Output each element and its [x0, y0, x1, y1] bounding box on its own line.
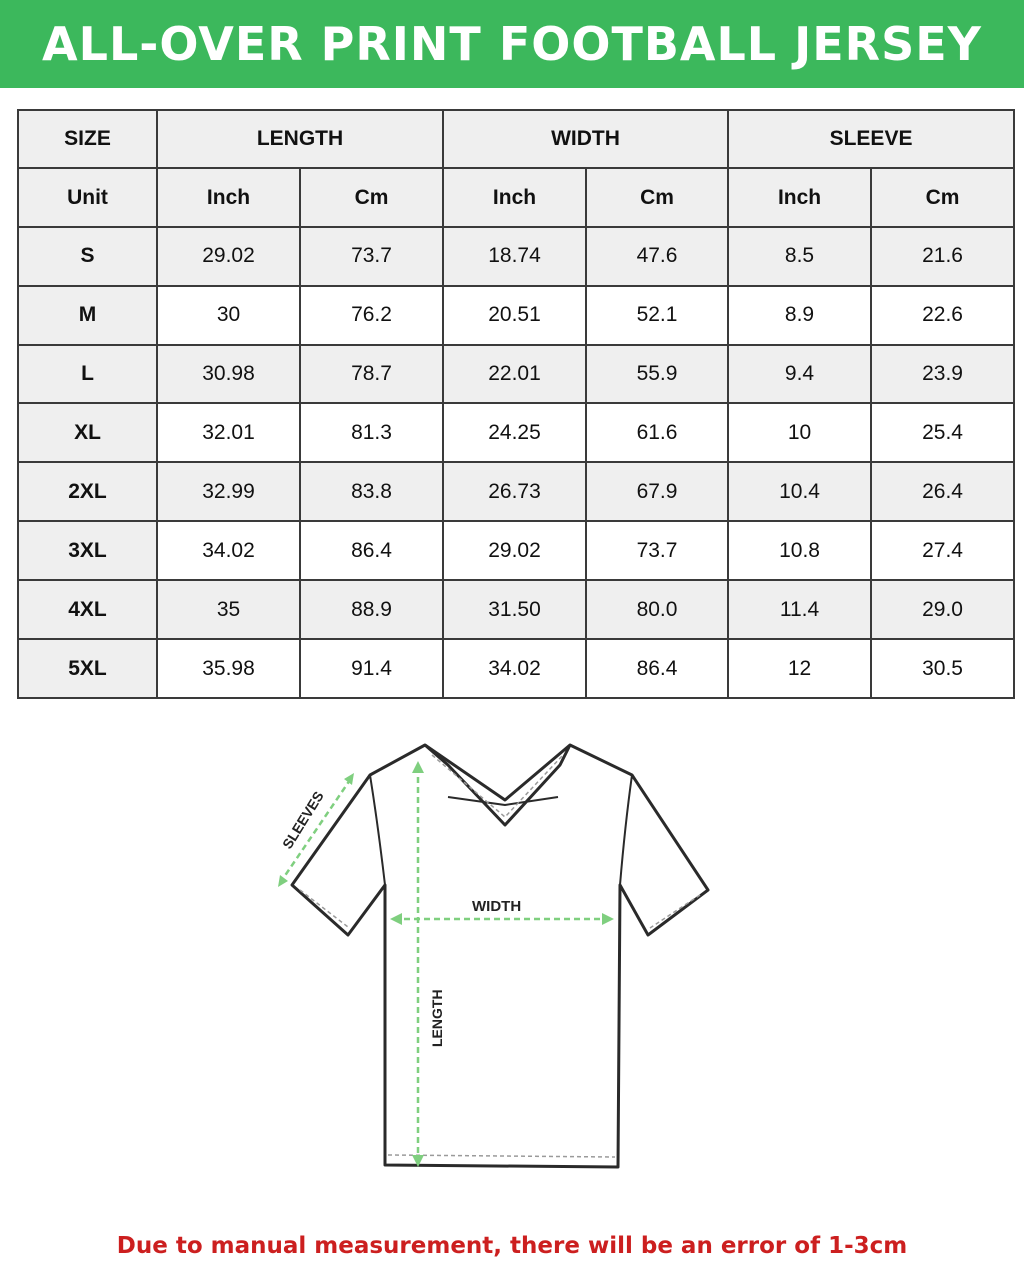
- sleeve-in-cell: 12: [728, 639, 871, 698]
- table-row: [18, 521, 1014, 580]
- size-cell: 5XL: [18, 639, 157, 698]
- table-row: [18, 403, 1014, 462]
- sleeve-cm-cell: 26.4: [871, 462, 1014, 521]
- length-cm-cell: 86.4: [300, 521, 443, 580]
- title-banner: [0, 0, 1024, 88]
- sleeve-cm-cell: 25.4: [871, 403, 1014, 462]
- unit-row: [18, 168, 1014, 226]
- length-in-cell: 35: [157, 580, 300, 639]
- table-row: [18, 345, 1014, 404]
- sleeve-cm-header: Cm: [871, 168, 1014, 226]
- length-in-cell: 30: [157, 286, 300, 345]
- table-row: [18, 639, 1014, 698]
- sleeve-cm-cell: 29.0: [871, 580, 1014, 639]
- length-cm-cell: 88.9: [300, 580, 443, 639]
- table-row: [18, 227, 1014, 286]
- length-cm-cell: 83.8: [300, 462, 443, 521]
- sleeve-in-cell: 10: [728, 403, 871, 462]
- sleeve-in-cell: 8.5: [728, 227, 871, 286]
- sleeve-in-cell: 10.4: [728, 462, 871, 521]
- size-cell: L: [18, 345, 157, 404]
- size-cell: S: [18, 227, 157, 286]
- length-cm-header: Cm: [300, 168, 443, 226]
- width-inch-header: Inch: [443, 168, 586, 226]
- width-cm-cell: 86.4: [586, 639, 728, 698]
- width-cm-cell: 52.1: [586, 286, 728, 345]
- width-in-cell: 18.74: [443, 227, 586, 286]
- size-header: SIZE: [18, 110, 157, 168]
- width-cm-cell: 73.7: [586, 521, 728, 580]
- unit-header: Unit: [18, 168, 157, 226]
- size-cell: 3XL: [18, 521, 157, 580]
- size-cell: XL: [18, 403, 157, 462]
- table-row: [18, 462, 1014, 521]
- sleeve-in-cell: 8.9: [728, 286, 871, 345]
- sleeve-cm-cell: 23.9: [871, 345, 1014, 404]
- width-in-cell: 26.73: [443, 462, 586, 521]
- length-in-cell: 30.98: [157, 345, 300, 404]
- size-cell: 2XL: [18, 462, 157, 521]
- width-in-cell: 29.02: [443, 521, 586, 580]
- length-cm-cell: 78.7: [300, 345, 443, 404]
- sleeve-in-cell: 9.4: [728, 345, 871, 404]
- width-in-cell: 24.25: [443, 403, 586, 462]
- table-row: [18, 580, 1014, 639]
- length-cm-cell: 91.4: [300, 639, 443, 698]
- length-in-cell: 29.02: [157, 227, 300, 286]
- jersey-diagram: [260, 735, 730, 1195]
- length-in-cell: 32.01: [157, 403, 300, 462]
- width-in-cell: 34.02: [443, 639, 586, 698]
- size-chart-table: [17, 109, 1015, 699]
- width-cm-cell: 55.9: [586, 345, 728, 404]
- length-in-cell: 32.99: [157, 462, 300, 521]
- length-header: LENGTH: [157, 110, 443, 168]
- width-cm-cell: 47.6: [586, 227, 728, 286]
- width-cm-cell: 61.6: [586, 403, 728, 462]
- length-cm-cell: 81.3: [300, 403, 443, 462]
- header-row: [18, 110, 1014, 168]
- width-cm-cell: 80.0: [586, 580, 728, 639]
- measurement-note: Due to manual measurement, there will be an error of 1-3cm: [116, 1233, 908, 1259]
- sleeve-inch-header: Inch: [728, 168, 871, 226]
- width-cm-cell: 67.9: [586, 462, 728, 521]
- sleeve-cm-cell: 27.4: [871, 521, 1014, 580]
- length-inch-header: Inch: [157, 168, 300, 226]
- size-cell: 4XL: [18, 580, 157, 639]
- sleeves-label: SLEEVES: [278, 788, 327, 852]
- sleeve-in-cell: 11.4: [728, 580, 871, 639]
- width-cm-header: Cm: [586, 168, 728, 226]
- jersey-outline: [292, 745, 708, 1167]
- width-label: WIDTH: [472, 898, 522, 915]
- length-cm-cell: 73.7: [300, 227, 443, 286]
- length-cm-cell: 76.2: [300, 286, 443, 345]
- width-in-cell: 20.51: [443, 286, 586, 345]
- length-in-cell: 35.98: [157, 639, 300, 698]
- sleeve-header: SLEEVE: [728, 110, 1014, 168]
- sleeve-cm-cell: 21.6: [871, 227, 1014, 286]
- length-in-cell: 34.02: [157, 521, 300, 580]
- width-in-cell: 22.01: [443, 345, 586, 404]
- length-label: LENGTH: [429, 989, 445, 1047]
- sleeve-cm-cell: 30.5: [871, 639, 1014, 698]
- size-cell: M: [18, 286, 157, 345]
- table-row: [18, 286, 1014, 345]
- sleeve-cm-cell: 22.6: [871, 286, 1014, 345]
- page-title: ALL-OVER PRINT FOOTBALL JERSEY: [42, 17, 982, 71]
- width-header: WIDTH: [443, 110, 728, 168]
- sleeve-in-cell: 10.8: [728, 521, 871, 580]
- width-in-cell: 31.50: [443, 580, 586, 639]
